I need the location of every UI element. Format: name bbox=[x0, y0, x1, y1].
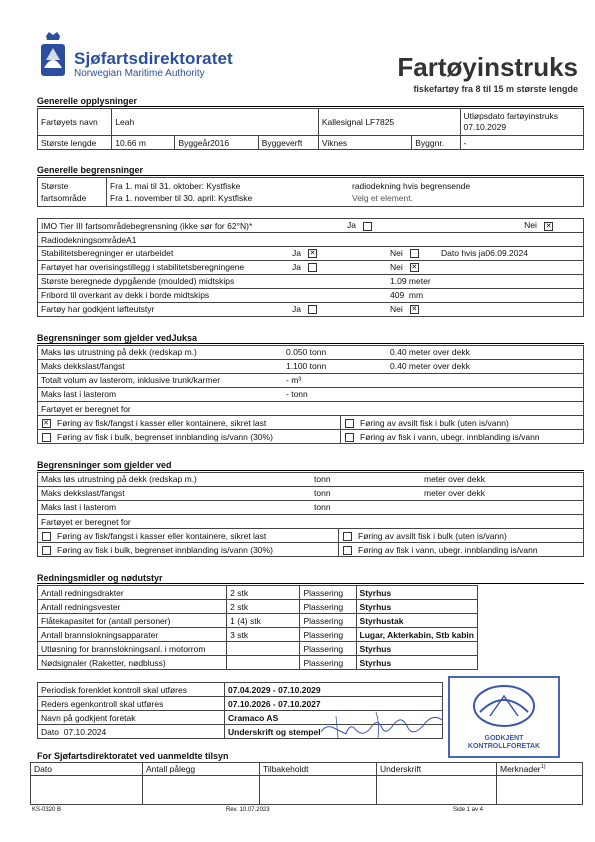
buildno-label: Byggnr. bbox=[412, 136, 460, 150]
general-info-table bbox=[37, 108, 584, 150]
juksa-opt2-checkbox[interactable] bbox=[345, 419, 354, 428]
freeboard-label: Fribord til overkant av dekk i borde midtskips bbox=[41, 290, 210, 300]
page-title: Fartøyinstruks bbox=[397, 52, 578, 82]
section-inspection: For Sjøfartsdirektoratet ved uanmeldte tilsyn bbox=[37, 751, 229, 761]
rescue-row: Utløsning for brannslokningsanl. i motorrom Plassering Styrhus bbox=[38, 642, 478, 656]
stab-date: 06.09.2024 bbox=[485, 248, 528, 258]
juksa-table: Maks løs utrustning på dekk (redskap m.) 0.050 tonn 0.40 meter over dekk Maks dekkslast/fangst 1.100 tonn 0.40 meter over dekk Totalt volum av lasterom, inklusive trunk/karmer - m³ Maks last i lasterom - tonn Fartøyet er beregnet for ✕ Føring av fisk/fangst i kasser eller kontainere, sikret last Føring av avsilt fisk i bulk (uten is/vann) Føring av fisk i bulk, begrenset innblanding is/vann (30%) Føring av fisk i vann, ubegr. innblanding is/vann bbox=[37, 345, 584, 444]
section-limits-ved: Begrensninger som gjelder ved bbox=[37, 460, 172, 470]
area-summer: Fra 1. mai til 31. oktober: Kystfiske bbox=[110, 181, 241, 191]
imo-label: IMO Tier III fartsområdebegrensning (ikke sør for 62°N)* bbox=[38, 219, 345, 233]
yard: Viknes bbox=[318, 136, 411, 150]
radio-note: radiodekning hvis begrensende bbox=[352, 181, 471, 191]
control-table: Periodisk forenklet kontroll skal utføres 07.04.2029 - 07.10.2029 Reders egenkontroll skal utføres 07.10.2026 - 07.10.2027 Navn på godkjent foretak Cramaco AS Dato 07.10.2024 Underskrift og stempel bbox=[37, 682, 443, 739]
page-subtitle: fiskefartøy fra 8 til 15 m største lengde bbox=[413, 84, 578, 94]
imo-nei-checkbox[interactable] bbox=[544, 222, 553, 231]
area-label-1: Største bbox=[41, 181, 69, 191]
stamp-line-2: KONTROLLFORETAK bbox=[467, 743, 541, 750]
expiry-label: Utløpsdato fartøyinstruks bbox=[463, 111, 558, 121]
radio-area: RadiodekningsområdeA1 bbox=[38, 233, 584, 247]
section-general-limits: Generelle begrensninger bbox=[37, 165, 144, 175]
stamp-emblem-icon bbox=[450, 678, 558, 730]
inspection-col-header: Dato bbox=[31, 763, 143, 776]
juksa-opt1-checkbox[interactable] bbox=[42, 419, 51, 428]
rescue-table bbox=[37, 585, 478, 670]
inspection-col-header: Underskrift bbox=[377, 763, 497, 776]
signature bbox=[316, 704, 446, 744]
imo-ja-checkbox[interactable] bbox=[363, 222, 372, 231]
ved-table: Maks løs utrustning på dekk (redskap m.) tonn meter over dekk Maks dekkslast/fangst tonn meter over dekk Maks last i lasterom tonn Fartøyet er beregnet for Føring av fisk/fangst i kasser eller kontainere, sikret last Føring av avsilt fisk i bulk (uten is/vann) Føring av fisk i bulk, begrenset innblanding is/vann (30%) Føring av fisk i vann, ubegr. innblanding is/vann bbox=[37, 472, 584, 557]
logo bbox=[38, 30, 68, 80]
name-label: Fartøyets navn bbox=[38, 109, 112, 136]
draught-value: 1.09 bbox=[390, 276, 407, 286]
length-label: Største lengde bbox=[38, 136, 112, 150]
crane-label: Fartøy har godkjent løfteutstyr bbox=[41, 304, 155, 314]
rescue-row: Antall brannslokningsapparater 3 stk Plassering Lugar, Akterkabin, Stb kabin bbox=[38, 628, 478, 642]
year-label: Byggeår bbox=[178, 137, 211, 148]
section-rescue: Redningsmidler og nødutstyr bbox=[37, 573, 163, 583]
choose-element-select[interactable]: Velg et element. bbox=[352, 193, 413, 203]
callsign: LF7825 bbox=[365, 117, 395, 127]
page-number: Side 1 av 4 bbox=[453, 807, 484, 813]
org-name: Sjøfartsdirektoratet bbox=[74, 49, 233, 68]
ved-opt2-checkbox[interactable] bbox=[343, 532, 352, 541]
footnote-marker: 1) bbox=[540, 764, 546, 771]
juksa-opt3-checkbox[interactable] bbox=[42, 433, 51, 442]
inspection-col-header: Tilbakeholdt bbox=[260, 763, 377, 776]
draught-label: Største beregnede dypgående (moulded) midtskips bbox=[41, 276, 235, 286]
crane-nei-checkbox[interactable] bbox=[410, 305, 419, 314]
control-date: 07.10.2024 bbox=[63, 726, 107, 737]
crane-ja-checkbox[interactable] bbox=[308, 305, 317, 314]
vessel-name: Leah bbox=[112, 109, 319, 136]
stab-nei-checkbox[interactable] bbox=[410, 249, 419, 258]
crown-logo-icon bbox=[38, 30, 68, 80]
year: 2016 bbox=[210, 137, 230, 148]
limits-table: IMO Tier III fartsområdebegrensning (ikke sør for 62°N)* Ja Nei ✕ RadiodekningsområdeA1 Stabilitetsberegninger er utarbeidet Ja ✕ Nei Dato hvis ja06.09.2024 Fartøyet har overisingstillegg i stabilitetsberegningene Ja Nei ✕ Største beregnede dypgående (moulded) midtskips 1.09 meter Fribord til overkant av dekk i borde midtskips 409 mm Fartøy har godkjent løfteutstyr Ja Nei ✕ bbox=[37, 218, 584, 317]
date-label: Dato hvis ja bbox=[441, 248, 486, 258]
section-limits-juksa: Begrensninger som gjelder vedJuksa bbox=[37, 333, 198, 343]
inspection-col-header: Antall pålegg bbox=[143, 763, 260, 776]
buildno: - bbox=[460, 136, 584, 150]
form-code: KS-0320 B bbox=[32, 807, 62, 813]
rescue-row: Antall redningsvester 2 stk Plassering Styrhus bbox=[38, 600, 478, 614]
inspection-table bbox=[30, 762, 583, 805]
stab-label: Stabilitetsberegninger er utarbeidet bbox=[41, 248, 174, 258]
rescue-row: Nødsignaler (Raketter, nødbluss) Plassering Styrhus bbox=[38, 656, 478, 670]
rescue-row: Flåtekapasitet for (antall personer) 1 (4) stk Plassering Styrhustak bbox=[38, 614, 478, 628]
approval-stamp bbox=[448, 676, 560, 758]
icing-label: Fartøyet har overisingstillegg i stabilitetsberegningene bbox=[41, 262, 245, 272]
area-label-2: fartsområde bbox=[41, 193, 87, 203]
owner-control-dates: 07.10.2026 - 07.10.2027 bbox=[225, 697, 443, 711]
stamp-line-1: GODKJENT bbox=[484, 735, 524, 742]
rescue-row: Antall redningsdrakter 2 stk Plassering Styrhus bbox=[38, 586, 478, 600]
ved-opt3-checkbox[interactable] bbox=[42, 546, 51, 555]
area-winter: Fra 1. november til 30. april: Kystfiske bbox=[110, 193, 253, 203]
company-name: Cramaco AS bbox=[225, 711, 443, 725]
periodic-control-dates: 07.04.2029 - 07.10.2029 bbox=[225, 683, 443, 697]
icing-nei-checkbox[interactable] bbox=[410, 263, 419, 272]
inspection-col-header: Merknader$^{1)}$ bbox=[497, 763, 583, 776]
callsign-label: Kallesignal bbox=[321, 117, 363, 127]
stab-ja-checkbox[interactable] bbox=[308, 249, 317, 258]
length: 10.66 m bbox=[112, 136, 175, 150]
section-general-info: Generelle opplysninger bbox=[37, 96, 138, 106]
icing-ja-checkbox[interactable] bbox=[308, 263, 317, 272]
ved-opt4-checkbox[interactable] bbox=[343, 546, 352, 555]
expiry-date: 07.10.2029 bbox=[463, 122, 507, 132]
juksa-opt4-checkbox[interactable] bbox=[345, 433, 354, 442]
revision: Rev. 10.07.2023 bbox=[226, 807, 270, 813]
yard-label: Byggeverft bbox=[258, 136, 318, 150]
area-table bbox=[37, 177, 584, 207]
ved-opt1-checkbox[interactable] bbox=[42, 532, 51, 541]
freeboard-value: 409 bbox=[390, 290, 405, 300]
org-name-en: Norwegian Maritime Authority bbox=[74, 68, 205, 79]
